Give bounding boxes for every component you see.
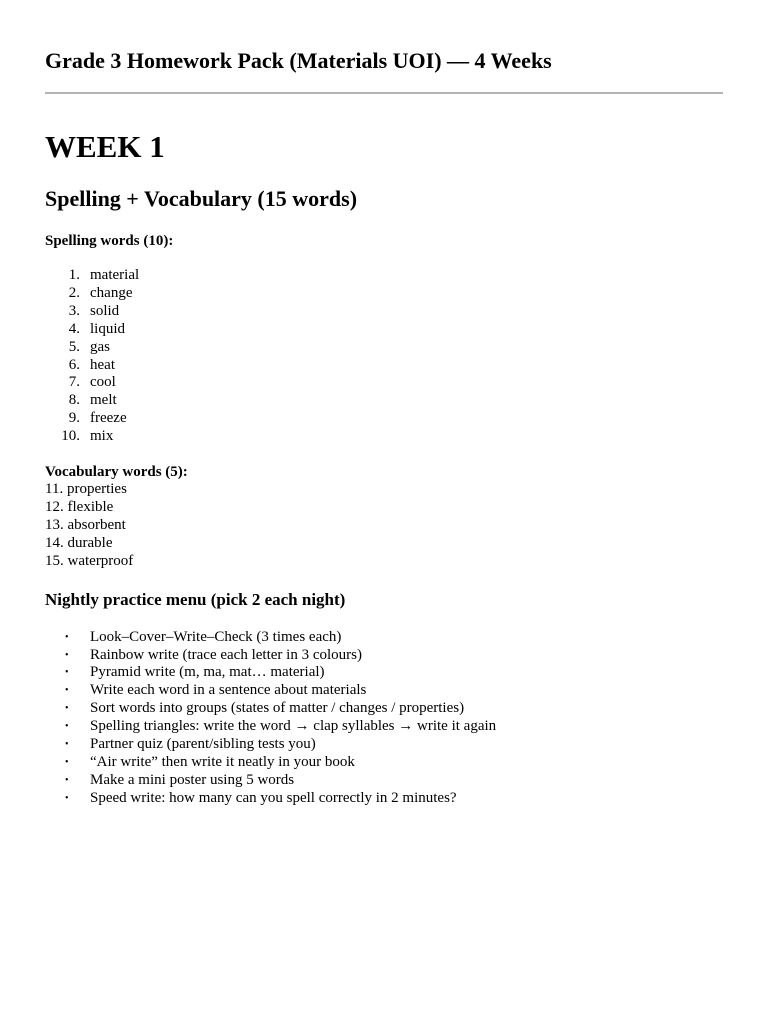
spelling-word: heat <box>90 356 115 373</box>
spelling-word-item <box>45 285 723 303</box>
spelling-word-item <box>45 321 723 339</box>
practice-menu-item-text: Look–Cover–Write–Check (3 times each) <box>90 628 342 645</box>
practice-menu-item <box>45 736 723 754</box>
week-heading: WEEK 1 <box>45 129 165 164</box>
list-number: 9. <box>68 410 80 427</box>
spelling-word: mix <box>90 428 114 445</box>
spelling-words-heading: Spelling words (10): <box>45 233 174 249</box>
spelling-word-item <box>45 392 723 410</box>
vocabulary-word-item: 14. durable <box>45 534 113 551</box>
list-number: 5. <box>68 338 80 355</box>
practice-menu-item-text: Partner quiz (parent/sibling tests you) <box>90 736 316 753</box>
practice-menu-item <box>45 682 723 700</box>
vocabulary-word-item: 13. absorbent <box>45 516 126 533</box>
bullet-icon: • <box>65 792 69 804</box>
practice-menu-item-text: Spelling triangles: write the word → clap syllables → write it again <box>90 718 497 735</box>
practice-menu-item-text: “Air write” then write it neatly in your book <box>90 753 355 770</box>
practice-menu-item-text: Write each word in a sentence about materials <box>90 682 367 699</box>
spelling-word-item <box>45 357 723 375</box>
bullet-icon: • <box>65 685 69 697</box>
practice-menu-list <box>45 629 723 808</box>
spelling-word-item <box>45 374 723 392</box>
practice-menu-item-text: Sort words into groups (states of matter / changes / properties) <box>90 700 465 717</box>
bullet-icon: • <box>65 649 69 661</box>
practice-menu-item <box>45 700 723 718</box>
vocabulary-word-item: 15. waterproof <box>45 552 134 569</box>
list-number: 1. <box>68 267 80 283</box>
spelling-word-item <box>45 303 723 321</box>
practice-menu-item <box>45 664 723 682</box>
bullet-icon: • <box>65 667 69 679</box>
practice-menu-item-text: Speed write: how many can you spell correctly in 2 minutes? <box>90 789 457 806</box>
spelling-word: solid <box>90 302 120 319</box>
bullet-icon: • <box>65 739 69 751</box>
spelling-word-item <box>45 339 723 357</box>
spelling-word: material <box>90 267 140 283</box>
spelling-word-item <box>45 410 723 428</box>
spelling-word-item <box>45 267 723 285</box>
spelling-word: change <box>90 284 133 301</box>
practice-menu-item <box>45 629 723 647</box>
bullet-icon: • <box>65 631 69 643</box>
bullet-icon: • <box>65 774 69 786</box>
practice-menu-item-text: Rainbow write (trace each letter in 3 colours) <box>90 646 362 663</box>
list-number: 7. <box>68 374 80 391</box>
bullet-icon: • <box>65 703 69 715</box>
practice-menu-item <box>45 754 723 772</box>
section-heading: Spelling + Vocabulary (15 words) <box>45 186 358 211</box>
vocabulary-words-heading: Vocabulary words (5): <box>45 464 188 481</box>
vocabulary-word-item: 12. flexible <box>45 498 114 515</box>
bullet-icon: • <box>65 721 69 733</box>
vocabulary-word-list <box>45 481 723 571</box>
vocabulary-word-item: 11. properties <box>45 481 127 498</box>
practice-menu-item-text: Make a mini poster using 5 words <box>90 771 295 788</box>
spelling-word: gas <box>90 338 110 355</box>
spelling-word: cool <box>90 374 116 391</box>
document-title: Grade 3 Homework Pack (Materials UOI) — 4 Weeks <box>45 48 552 73</box>
spelling-word: freeze <box>90 410 127 427</box>
bullet-icon: • <box>65 756 69 768</box>
practice-menu-heading: Nightly practice menu (pick 2 each night) <box>45 589 346 609</box>
list-number: 3. <box>68 302 80 319</box>
list-number: 8. <box>68 392 80 409</box>
practice-menu-item <box>45 790 723 808</box>
list-number: 2. <box>68 284 80 301</box>
list-number: 10. <box>61 428 80 445</box>
practice-menu-item <box>45 772 723 790</box>
practice-menu-item <box>45 647 723 665</box>
spelling-word-list <box>45 267 723 446</box>
list-number: 6. <box>68 356 80 373</box>
spelling-word: liquid <box>90 320 126 337</box>
practice-menu-item-text: Pyramid write (m, ma, mat… material) <box>90 664 325 681</box>
spelling-word: melt <box>90 392 117 409</box>
title-divider <box>45 92 723 94</box>
practice-menu-item <box>45 718 723 736</box>
list-number: 4. <box>68 320 80 337</box>
spelling-word-item <box>45 428 723 446</box>
